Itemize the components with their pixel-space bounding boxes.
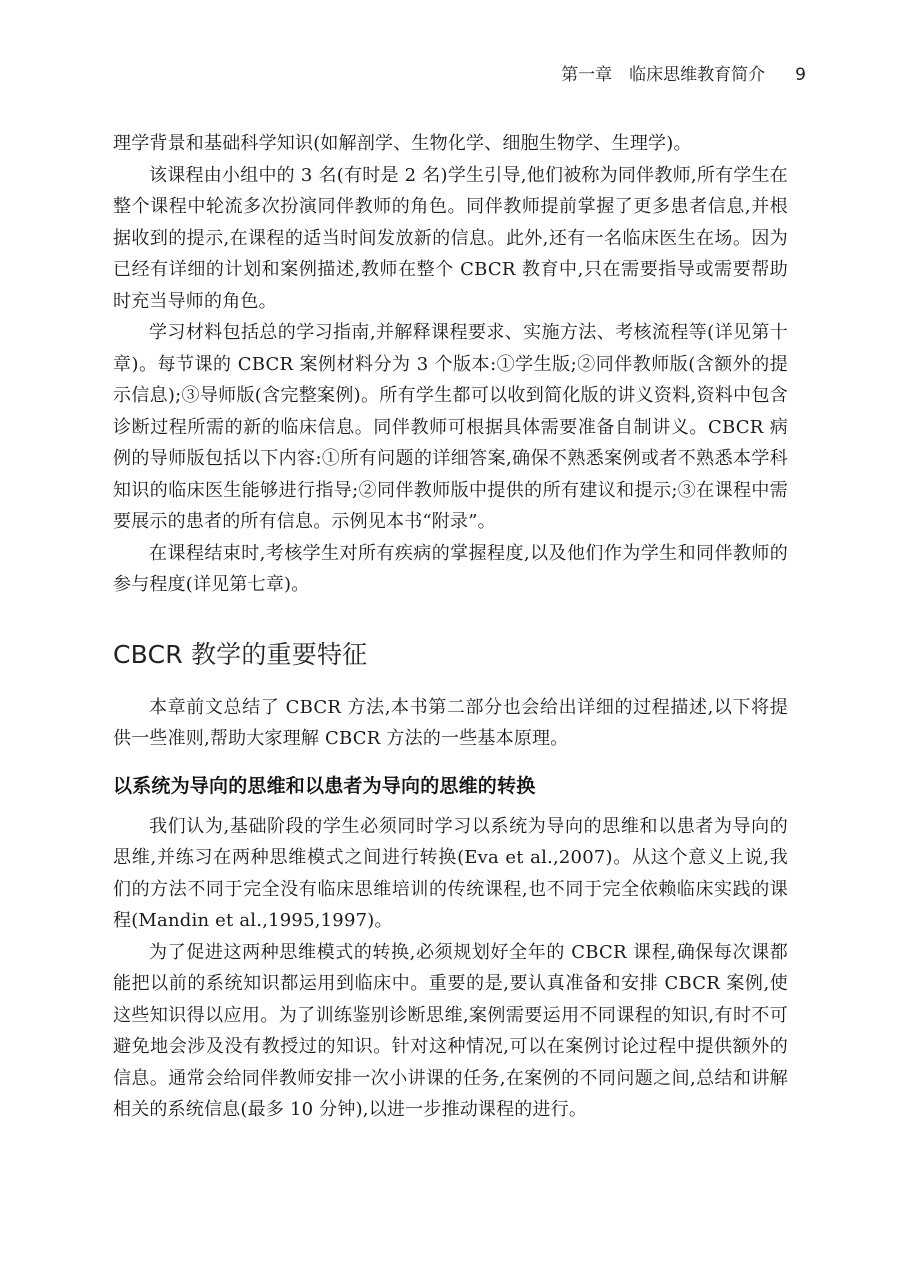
- page-number: 9: [795, 65, 806, 85]
- section-heading: CBCR 教学的重要特征: [113, 639, 368, 669]
- chapter-title: 第一章 临床思维教育简介: [561, 65, 766, 85]
- paragraph-peer-teachers: 该课程由小组中的 3 名(有时是 2 名)学生引导,他们被称为同伴教师,所有学生在整个课程中轮流多次扮演同伴教师的角色。同伴教师提前掌握了更多患者信息,并根据收到的提示,在课程的适当时间发放新的信息。此外,还有一名临床医生在场。因为已经有详细的计划和案例描述,教师在整个 CBCR 教育中,只在需要指导或需要帮助时充当导师的角色。: [113, 164, 788, 312]
- running-header: [561, 60, 806, 85]
- paragraph-assessment: 在课程结束时,考核学生对所有疾病的掌握程度,以及他们作为学生和同伴教师的参与程度(详见第七章)。: [113, 542, 788, 595]
- subsection-heading: 以系统为导向的思维和以患者为导向的思维的转换: [113, 774, 536, 797]
- subsection-paragraph: 我们认为,基础阶段的学生必须同时学习以系统为导向的思维和以患者为导向的思维,并练习在两种思维模式之间进行转换(Eva et al.,2007)。从这个意义上说,我们的方法不同于完全没有临床思维培训的传统课程,也不同于完全依赖临床实践的课程(Mandin et al.,1995,1997)。: [113, 815, 788, 931]
- subsection-paragraph: 为了促进这两种思维模式的转换,必须规划好全年的 CBCR 课程,确保每次课都能把以前的系统知识都运用到临床中。重要的是,要认真准备和安排 CBCR 案例,使这些知识得以应用。为了训练鉴别诊断思维,案例需要运用不同课程的知识,有时不可避免地会涉及没有教授过的知识。针对这种情况,可以在案例讨论过程中提供额外的信息。通常会给同伴教师安排一次小讲课的任务,在案例的不同问题之间,总结和讲解相关的系统信息(最多 10 分钟),以进一步推动课程的进行。: [113, 941, 788, 1120]
- paragraph-learning-materials: 学习材料包括总的学习指南,并解释课程要求、实施方法、考核流程等(详见第十章)。每节课的 CBCR 案例材料分为 3 个版本:①学生版;②同伴教师版(含额外的提示信息);③导师版(含完整案例)。所有学生都可以收到简化版的讲义资料,资料中包含诊断过程所需的新的临床信息。同伴教师可根据具体需要准备自制讲义。CBCR 病例的导师版包括以下内容:①所有问题的详细答案,确保不熟悉案例或者不熟悉本学科知识的临床医生能够进行指导;②同伴教师版中提供的所有建议和提示;③在课程中需要展示的患者的所有信息。示例见本书“附录”。: [113, 322, 788, 532]
- page-body: [113, 128, 788, 1126]
- section-intro: 本章前文总结了 CBCR 方法,本书第二部分也会给出详细的过程描述,以下将提供一些准则,帮助大家理解 CBCR 方法的一些基本原理。: [113, 696, 788, 749]
- paragraph-continued: 理学背景和基础科学知识(如解剖学、生物化学、细胞生物学、生理学)。: [113, 133, 692, 154]
